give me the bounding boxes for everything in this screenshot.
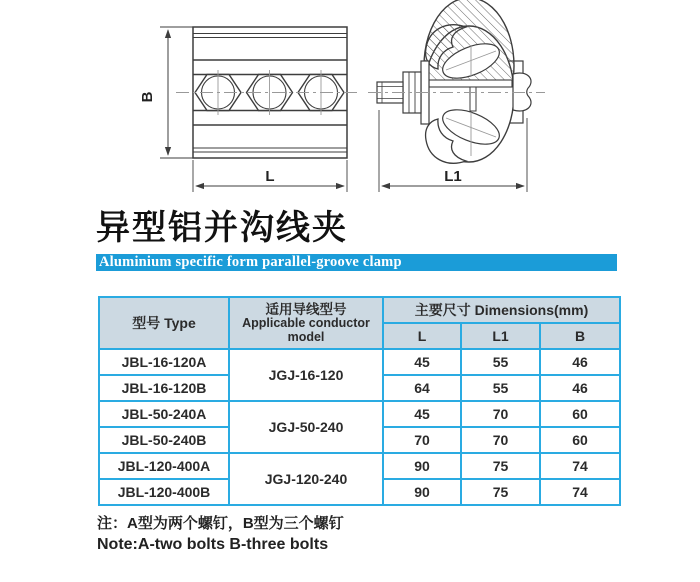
clamp-front-view-drawing	[139, 27, 360, 192]
header-dimensions: 主要尺寸 Dimensions(mm)	[383, 297, 620, 323]
dimension-L	[193, 160, 347, 192]
header-conductor-en2: model	[287, 329, 325, 344]
header-conductor-zh: 适用导线型号	[265, 302, 347, 317]
cell-L: 45	[383, 349, 461, 375]
dimension-label-L1: L1	[444, 168, 462, 185]
cell-B: 74	[540, 453, 620, 479]
note-chinese: 注：A型为两个螺钉，B型为三个螺钉	[97, 515, 344, 532]
header-type: 型号 Type	[99, 297, 229, 349]
cell-type: JBL-120-400B	[99, 479, 229, 505]
dimension-label-B: B	[139, 91, 156, 103]
cell-L1: 75	[461, 479, 540, 505]
cell-B: 74	[540, 479, 620, 505]
cell-conductor: JGJ-16-120	[229, 349, 383, 401]
cell-B: 60	[540, 427, 620, 453]
notes	[97, 513, 344, 555]
cell-type: JBL-16-120A	[99, 349, 229, 375]
table-row	[99, 349, 620, 375]
header-conductor	[229, 297, 383, 349]
cell-L: 64	[383, 375, 461, 401]
page-title: 异型铝并沟线夹	[96, 210, 348, 247]
table-row	[99, 401, 620, 427]
header-conductor-en1: Applicable conductor	[242, 316, 370, 330]
cell-L1: 55	[461, 375, 540, 401]
cell-L1: 55	[461, 349, 540, 375]
cell-L1: 70	[461, 427, 540, 453]
table-row	[99, 453, 620, 479]
cell-conductor: JGJ-50-240	[229, 401, 383, 453]
cell-L: 70	[383, 427, 461, 453]
banner-text: Aluminium specific form parallel-groove clamp	[99, 254, 402, 270]
dimension-label-L: L	[265, 168, 275, 185]
clamp-side-view-drawing	[368, 0, 545, 192]
cell-L: 90	[383, 479, 461, 505]
header-L: L	[383, 323, 461, 349]
cell-L: 45	[383, 401, 461, 427]
header-B: B	[540, 323, 620, 349]
cell-L1: 75	[461, 453, 540, 479]
note-english: Note:A-two bolts B-three bolts	[97, 536, 329, 553]
cell-B: 46	[540, 375, 620, 401]
cell-conductor: JGJ-120-240	[229, 453, 383, 505]
cell-type: JBL-50-240A	[99, 401, 229, 427]
cell-type: JBL-120-400A	[99, 453, 229, 479]
cell-type: JBL-50-240B	[99, 427, 229, 453]
product-banner	[96, 254, 617, 271]
cell-type: JBL-16-120B	[99, 375, 229, 401]
spec-table	[98, 296, 621, 506]
cell-L: 90	[383, 453, 461, 479]
technical-drawings	[0, 0, 700, 205]
cell-L1: 70	[461, 401, 540, 427]
wing-nut-profile	[513, 73, 531, 111]
cell-B: 60	[540, 401, 620, 427]
header-L1: L1	[461, 323, 540, 349]
cell-B: 46	[540, 349, 620, 375]
